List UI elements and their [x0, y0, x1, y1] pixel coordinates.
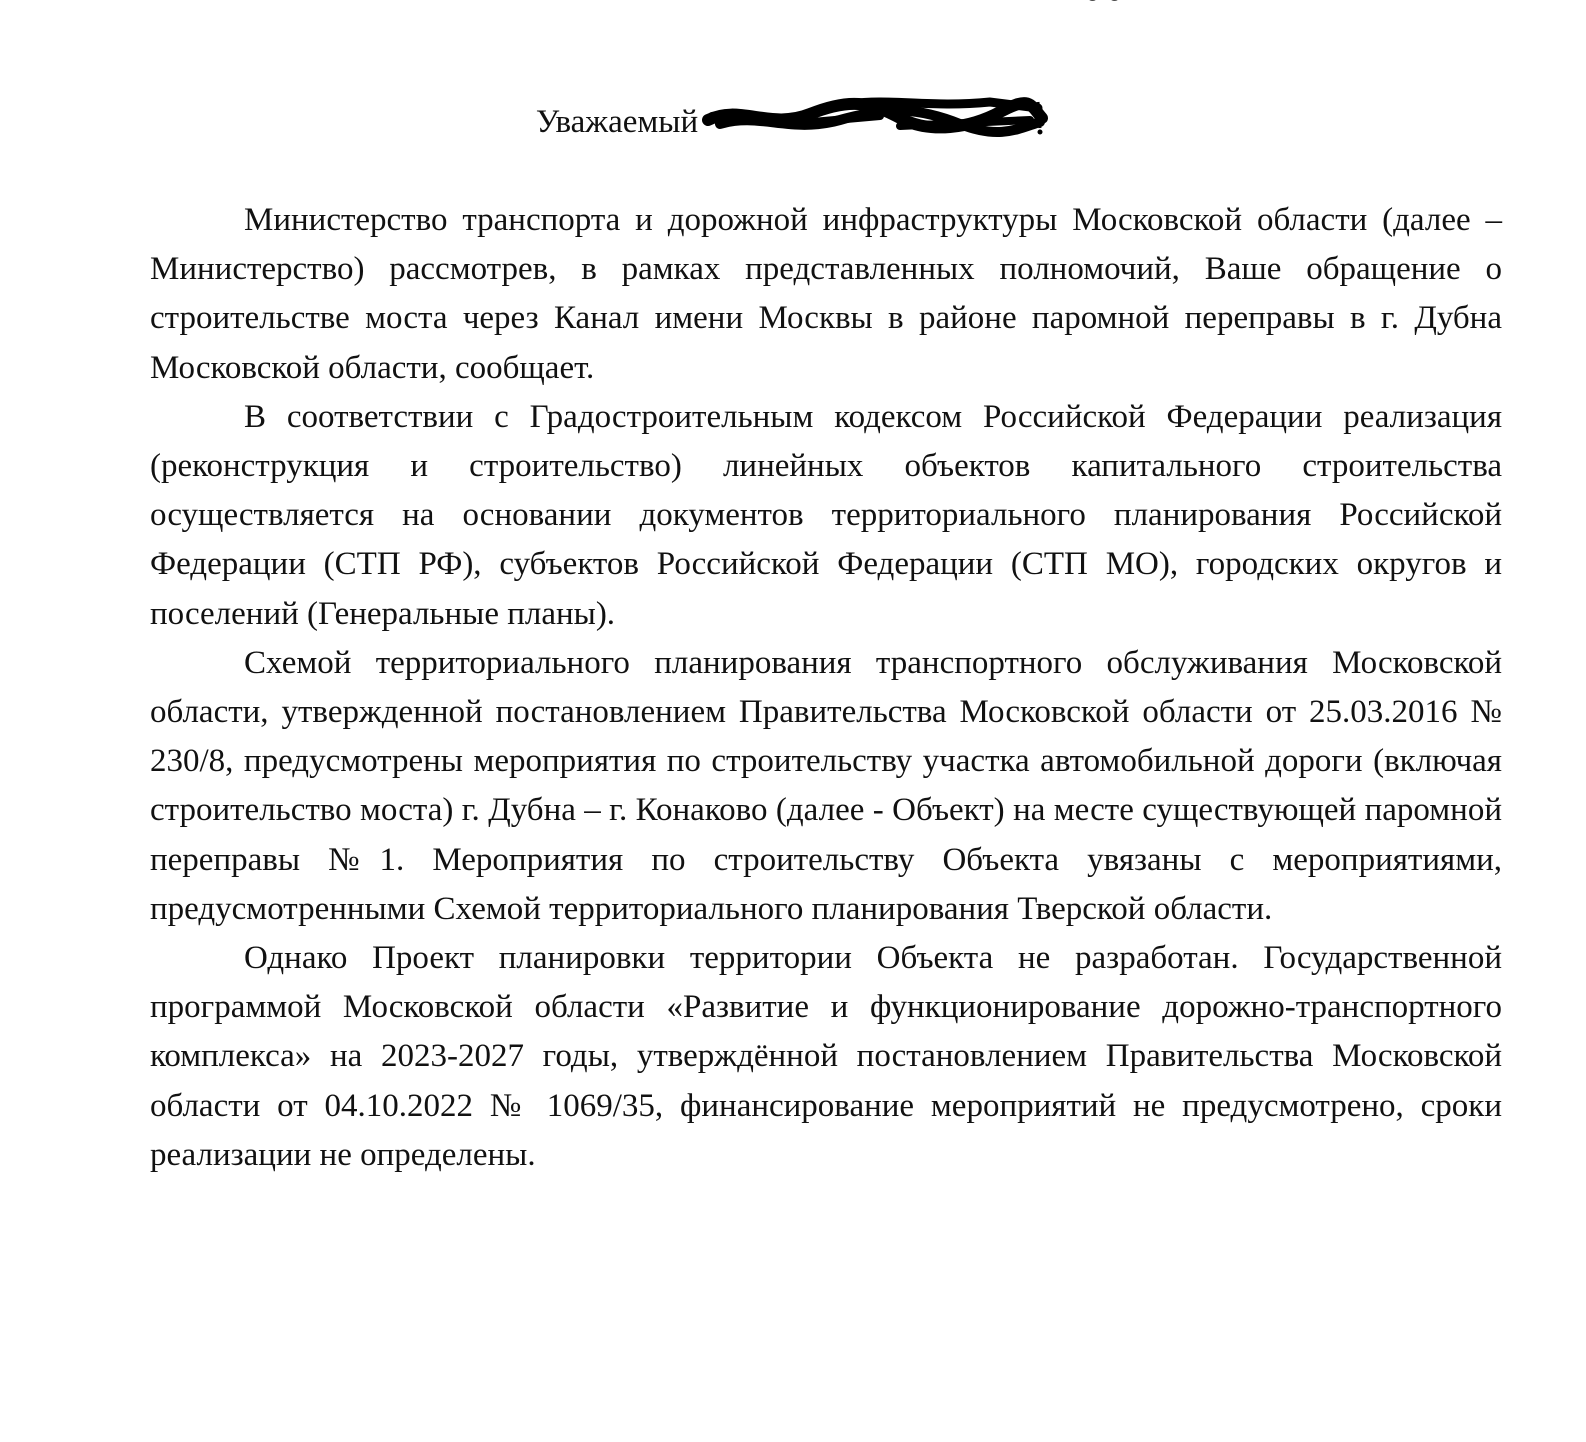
salutation-line	[0, 97, 1586, 147]
paragraph-territorial-scheme: Схемой территориального планирования транспортного обслуживания Московской области, утвержденной постановлением Правительства Московской области от 25.03.2016 № 230/8, предусмотрены мероприятия по строительству участка автомобильной дороги (включая строительство моста) г. Дубна – г. Конаково (далее - Объект) на месте существующей паромной переправы №1. Мероприятия по строительству Объекта увязаны с мероприятиями, предусмотренными Схемой территориального планирования Тверской области.	[150, 644, 1502, 927]
redacted-name-scribble	[700, 102, 1050, 132]
letter-body	[150, 196, 1502, 1180]
salutation-greeting: Уважаемый	[535, 104, 699, 140]
cropped-text-fragment	[1078, 0, 1128, 6]
paragraph-ministry-reply: Министерство транспорта и дорожной инфраструктуры Московской области (далее – Министерство) рассмотрев, в рамках представленных полномочий, Ваше обращение о строительстве моста через Канал имени Москвы в районе паромной переправы в г. Дубна Московской области, сообщает.	[150, 202, 1502, 386]
paragraph-state-program: Однако Проект планировки территории Объекта не разработан. Государственной программой Московской области «Развитие и функционирование дорожно-транспортного комплекса» на 2023-2027 годы, утверждённой постановлением Правительства Московской области от 04.10.2022 № 1069/35, финансирование мероприятий не предусмотрено, сроки реализации не определены.	[150, 940, 1502, 1173]
paragraph-urban-code: В соответствии с Градостроительным кодексом Российской Федерации реализация (реконструкция и строительство) линейных объектов капитального строительства осуществляется на основании документов территориального планирования Российской Федерации (СТП РФ), субъектов Российской Федерации (СТП МО), городских округов и поселений (Генеральные планы).	[150, 398, 1502, 632]
